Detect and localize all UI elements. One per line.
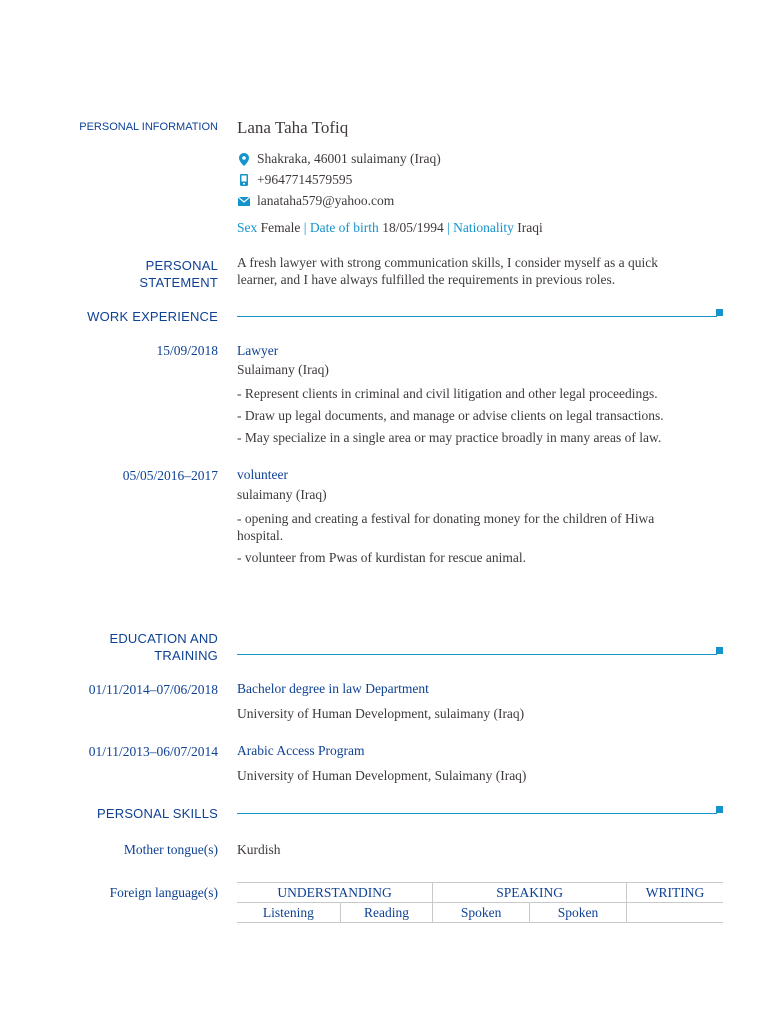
education-label-line2: TRAINING [154, 648, 218, 663]
phone-text: +9647714579595 [257, 172, 353, 187]
dob-value: 18/05/1994 [382, 220, 444, 235]
personal-statement-label-line2: STATEMENT [139, 275, 218, 290]
section-marker [716, 309, 723, 316]
spoken-subheader: Spoken [530, 903, 627, 923]
work-title: Lawyer [237, 343, 279, 358]
envelope-icon [237, 195, 250, 208]
spoken-subheader: Spoken [433, 903, 530, 923]
education-title: Bachelor degree in law Department [237, 681, 429, 696]
candidate-name: Lana Taha Tofiq [237, 118, 349, 137]
work-experience-label: WORK EXPERIENCE [87, 309, 218, 324]
nationality-label: Nationality [453, 220, 514, 235]
location-pin-icon [237, 153, 250, 166]
personal-statement-line1: A fresh lawyer with strong communication skills, I consider myself as a quick [237, 255, 659, 270]
mother-tongue-label: Mother tongue(s) [123, 842, 218, 857]
email-row[interactable] [237, 193, 394, 209]
work-title: volunteer [237, 467, 288, 482]
mother-tongue-value: Kurdish [237, 842, 281, 857]
section-marker [716, 806, 723, 813]
work-bullet: - opening and creating a festival for donating money for the children of Hiwa [237, 511, 655, 526]
education-institution: University of Human Development, Sulaimany (Iraq) [237, 768, 527, 783]
section-divider [237, 813, 717, 814]
language-table-header-row [237, 883, 723, 903]
separator: | [303, 220, 307, 235]
work-bullet: - Draw up legal documents, and manage or advise clients on legal transactions. [237, 408, 664, 423]
work-location: Sulaimany (Iraq) [237, 362, 329, 377]
language-table-subheader-row [237, 903, 723, 923]
understanding-header: UNDERSTANDING [237, 883, 433, 903]
education-institution: University of Human Development, sulaimany (Iraq) [237, 706, 525, 721]
personal-skills-label: PERSONAL SKILLS [96, 806, 218, 821]
personal-statement-label [139, 257, 218, 291]
education-date: 01/11/2014–07/06/2018 [88, 682, 218, 697]
education-date: 01/11/2013–06/07/2014 [88, 744, 218, 759]
reading-subheader: Reading [340, 903, 432, 923]
separator: | [447, 220, 450, 235]
education-label-line1: EDUCATION AND [109, 631, 218, 646]
sex-value: Female [260, 220, 301, 235]
sex-label: Sex [237, 220, 258, 235]
writing-header: WRITING [627, 883, 724, 903]
mobile-phone-icon [237, 174, 250, 187]
work-date: 05/05/2016–2017 [122, 468, 218, 483]
speaking-header: SPEAKING [433, 883, 627, 903]
work-bullet: hospital. [237, 528, 284, 543]
listening-subheader: Listening [237, 903, 340, 923]
writing-subheader [627, 903, 724, 923]
work-bullet: - volunteer from Pwas of kurdistan for rescue animal. [237, 550, 527, 565]
language-skills-table [237, 882, 723, 923]
work-date: 15/09/2018 [156, 343, 218, 358]
personal-statement-label-line1: PERSONAL [145, 258, 218, 273]
personal-information-label: PERSONAL INFORMATION [79, 121, 218, 133]
email-link[interactable]: lanataha579@yahoo.com [257, 193, 395, 208]
work-bullet: - Represent clients in criminal and civil litigation and other legal proceedings. [237, 386, 658, 401]
section-divider [237, 654, 717, 655]
address-row [237, 151, 441, 167]
work-location: sulaimany (Iraq) [237, 487, 327, 502]
personal-statement-line2: learner, and I have always fulfilled the requirements in previous roles. [237, 272, 616, 287]
dob-label: Date of birth [309, 220, 379, 235]
work-bullet: - May specialize in a single area or may practice broadly in many areas of law. [237, 430, 662, 445]
section-divider [237, 316, 717, 317]
nationality-value: Iraqi [517, 220, 543, 235]
section-marker [716, 647, 723, 654]
address-text: Shakraka, 46001 sulaimany (Iraq) [257, 151, 441, 166]
personal-details-row [237, 220, 543, 236]
phone-row [237, 172, 352, 188]
education-title: Arabic Access Program [237, 743, 365, 758]
foreign-languages-label: Foreign language(s) [109, 885, 218, 900]
education-label [109, 630, 218, 664]
